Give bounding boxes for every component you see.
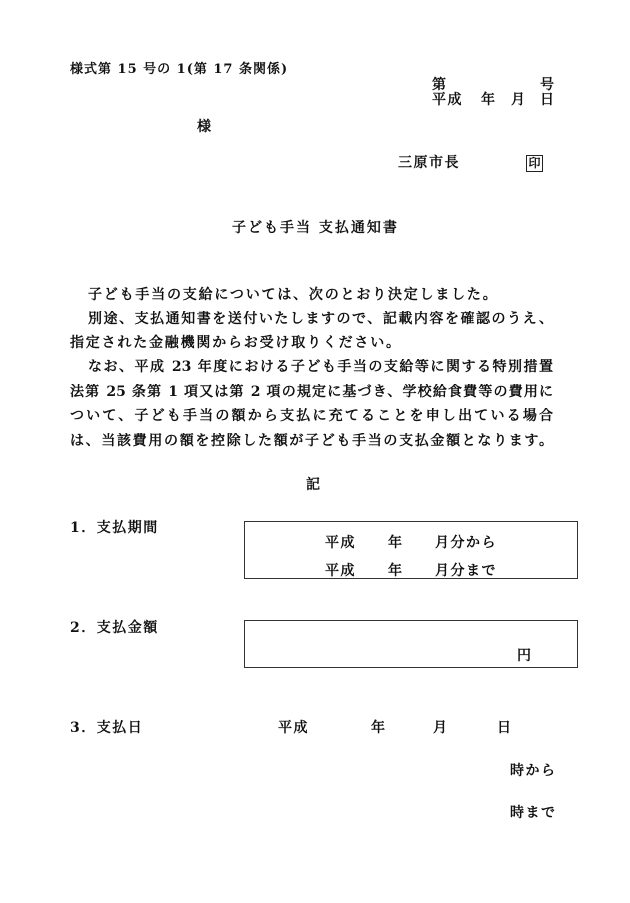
period-from-month-unit: 月分から xyxy=(435,535,497,551)
body-line: 別途、支払通知書を送付いたしますので、記載内容を確認のうえ、 xyxy=(88,311,553,327)
period-from-year-unit: 年 xyxy=(388,535,404,551)
period-to-year-unit: 年 xyxy=(388,563,404,579)
doc-number-suffix: 号 xyxy=(540,77,556,93)
document-title: 子ども手当 支払通知書 xyxy=(232,220,399,236)
issue-date-day-unit: 日 xyxy=(540,92,556,108)
payment-time-from: 時から xyxy=(510,763,557,779)
period-to-month-unit: 月分まで xyxy=(435,563,497,579)
body-line: は、当該費用の額を控除した額が子ども手当の支払金額となります。 xyxy=(70,433,553,449)
issue-date-era: 平成 xyxy=(432,92,463,108)
payment-date-label: 3．支払日 xyxy=(70,720,144,736)
period-label: 1．支払期間 xyxy=(70,520,159,536)
amount-unit: 円 xyxy=(517,648,533,664)
issue-date-month-unit: 月 xyxy=(511,92,527,108)
body-line: 指定された金融機関からお受け取りください。 xyxy=(70,335,402,351)
ki-heading: 記 xyxy=(306,477,322,493)
issue-date-year-unit: 年 xyxy=(481,92,497,108)
body-line: ついて、子ども手当の額から支払に充てることを申し出ている場合 xyxy=(70,408,553,424)
body-line: 子ども手当の支給については、次のとおり決定しました。 xyxy=(88,287,499,303)
period-from-era: 平成 xyxy=(325,535,356,551)
payment-date-month-unit: 月 xyxy=(433,720,449,736)
body-line: 法第 25 条第 1 項又は第 2 項の規定に基づき、学校給食費等の費用に xyxy=(70,384,553,400)
addressee-honorific: 様 xyxy=(197,119,213,135)
payment-date-era: 平成 xyxy=(278,720,309,736)
period-box xyxy=(244,521,578,579)
issuer-name: 三原市長 xyxy=(398,155,460,171)
payment-time-to: 時まで xyxy=(510,805,557,821)
form-number: 様式第 15 号の 1(第 17 条関係) xyxy=(70,62,289,77)
body-line: なお、平成 23 年度における子ども手当の支給等に関する特別措置 xyxy=(88,359,553,375)
seal-mark: 印 xyxy=(526,155,543,172)
payment-date-day-unit: 日 xyxy=(497,720,513,736)
doc-number-prefix: 第 xyxy=(432,77,448,93)
period-to-era: 平成 xyxy=(325,563,356,579)
amount-label: 2．支払金額 xyxy=(70,620,159,636)
payment-date-year-unit: 年 xyxy=(371,720,387,736)
